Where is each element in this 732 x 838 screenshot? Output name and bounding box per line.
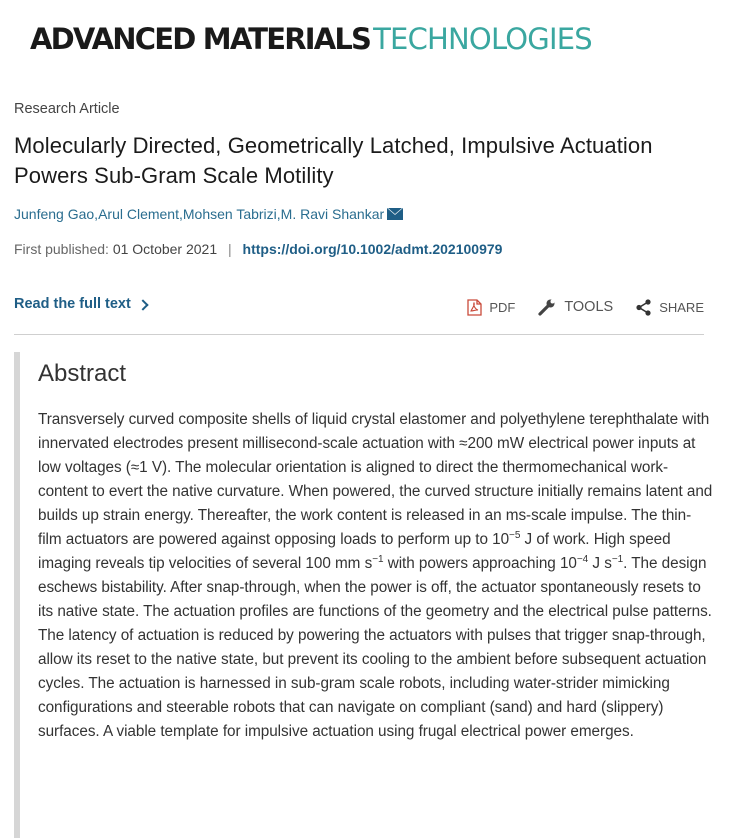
share-label: SHARE [659, 299, 704, 315]
author-separator: , [276, 206, 281, 222]
abstract-segment: Transversely curved composite shells of liquid crystal elastomer and polyethylene terephthalate with innervated electrodes present millisecond-scale actuation with ≈200 mW electrical power inputs at low voltages (≈1 V). The molecular orientation is aligned to direct the thermomechanical work-content to evert the native curvature. When powered, the curved structure initially remains latent and builds up strain energy. Thereafter, the work content is released in an ms-scale impulse. The thin-film actuators are powered against opposing loads to perform up to 10 [38, 411, 713, 548]
doi-link[interactable]: https://doi.org/10.1002/admt.202100979 [242, 241, 503, 257]
journal-name-bold: ADVANCED MATERIALS [30, 22, 371, 56]
abstract-segment: with powers approaching 10 [383, 555, 577, 572]
abstract-segment: J s [588, 555, 612, 572]
first-published-label: First published: [14, 241, 109, 257]
abstract-heading: Abstract [38, 360, 127, 387]
first-published-date: 01 October 2021 [112, 241, 218, 257]
author-link[interactable]: Arul Clement [98, 206, 179, 222]
author-separator: , [94, 206, 99, 222]
pub-separator: | [228, 241, 232, 257]
section-divider [14, 334, 704, 335]
superscript: −5 [509, 529, 521, 541]
article-type: Research Article [14, 101, 120, 117]
journal-masthead[interactable] [30, 22, 592, 58]
wrench-icon [537, 297, 557, 317]
read-full-text-link[interactable] [14, 296, 147, 312]
abstract-segment: J of work. High speed imaging reveals tip velocities of several 100 mm s [38, 531, 671, 572]
article-tools [445, 297, 704, 317]
author-list [14, 206, 403, 222]
read-full-text-label: Read the full text [14, 296, 131, 312]
author-link[interactable]: M. Ravi Shankar [280, 206, 385, 222]
abstract-text [38, 408, 714, 744]
pdf-icon [467, 299, 482, 316]
superscript: −1 [372, 553, 384, 565]
chevron-right-icon [137, 299, 148, 310]
publication-info [14, 241, 502, 257]
author-separator: , [178, 206, 183, 222]
tools-label: TOOLS [564, 299, 614, 315]
article-title: Molecularly Directed, Geometrically Latched, Impulsive Actuation Powers Sub-Gram Scale Motility [14, 133, 653, 188]
author-link[interactable]: Mohsen Tabrizi [182, 206, 277, 222]
superscript: −4 [576, 553, 589, 565]
mail-icon[interactable] [387, 208, 403, 220]
share-icon [635, 299, 652, 316]
author-link[interactable]: Junfeng Gao [14, 206, 95, 222]
pdf-label: PDF [489, 299, 516, 315]
abstract-segment: . The design eschews bistability. After snap-through, when the power is off, the actuator spontaneously resets to its native state. The actuation profiles are functions of the geometry and the electrical pulse patterns. The latency of actuation is reduced by powering the actuators with pulses that trigger snap-through, allow its reset to the native state, but prevent its cooling to the ambient before subsequent actuation cycles. The actuation is harnessed in sub-gram scale robots, including water-strider mimicking configurations and steerable robots that can navigate on compliant (sand) and hard (slippery) surfaces. A viable template for impulsive actuation using frugal electrical power emerges. [38, 555, 712, 740]
tools-button[interactable] [537, 297, 613, 317]
superscript: −1 [611, 553, 624, 565]
journal-name-accent: TECHNOLOGIES [373, 22, 592, 56]
share-button[interactable] [635, 299, 704, 316]
pdf-button[interactable] [467, 299, 515, 316]
abstract-section [14, 352, 718, 838]
